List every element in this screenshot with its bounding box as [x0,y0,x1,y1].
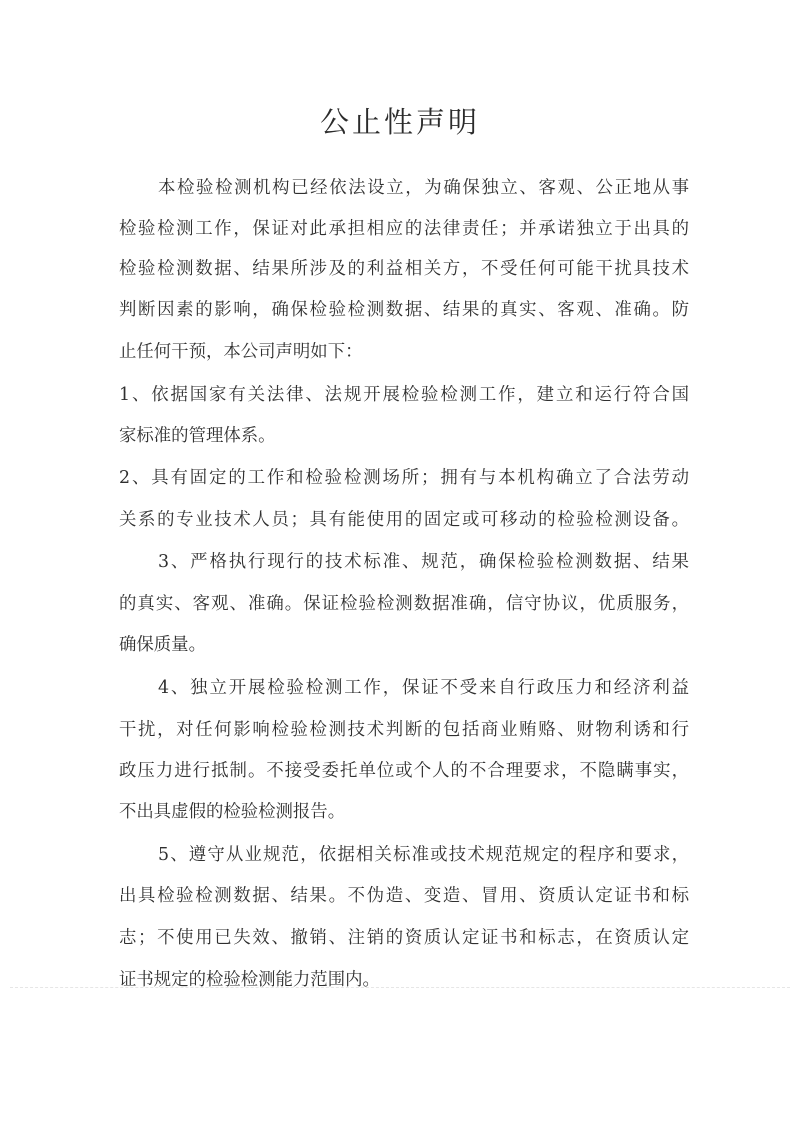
text-line: 2、具有固定的工作和检验检测场所；拥有与本机构确立了合法劳动 [119,468,689,488]
text-line: 确保质量。 [119,635,206,655]
text-line: 的真实、客观、准确。保证检验检测数据准确，信守协议，优质服务， [119,594,689,614]
text-line: 出具检验检测数据、结果。不伪造、变造、冒用、资质认定证书和标 [119,886,689,906]
text-line: 5、遵守从业规范，依据相关标准或技术规范规定的程序和要求， [158,845,689,865]
text-line: 检验检测工作，保证对此承担相应的法律责任；并承诺独立于出具的 [119,219,689,239]
text-line: 干扰，对任何影响检验检测技术判断的包括商业贿赂、财物利诱和行 [119,720,689,740]
text-line: 关系的专业技术人员；具有能使用的固定或可移动的检验检测设备。 [119,510,689,530]
scan-artifact-line [10,987,790,988]
text-line: 4、独立开展检验检测工作，保证不受来自行政压力和经济利益 [158,678,689,698]
text-line: 判断因素的影响，确保检验检测数据、结果的真实、客观、准确。防 [119,300,689,320]
text-line: 本检验检测机构已经依法设立，为确保独立、客观、公正地从事 [158,178,689,198]
text-line: 3、严格执行现行的技术标准、规范，确保检验检测数据、结果 [158,552,689,572]
text-line: 家标准的管理体系。 [119,426,276,446]
text-line: 证书规定的检验检测能力范围内。 [119,970,380,990]
text-line: 检验检测数据、结果所涉及的利益相关方，不受任何可能干扰具技术 [119,259,689,279]
text-line: 政压力进行抵制。不接受委托单位或个人的不合理要求，不隐瞒事实， [119,761,689,781]
page-title: 公止性声明 [319,105,480,139]
text-line: 志；不使用已失效、撤销、注销的资质认定证书和标志，在资质认定 [119,928,689,948]
text-line: 1、依据国家有关法律、法规开展检验检测工作，建立和运行符合国 [119,385,689,405]
text-line: 不出具虚假的检验检测报告。 [119,802,346,822]
text-line: 止任何干预，本公司声明如下： [119,342,363,362]
